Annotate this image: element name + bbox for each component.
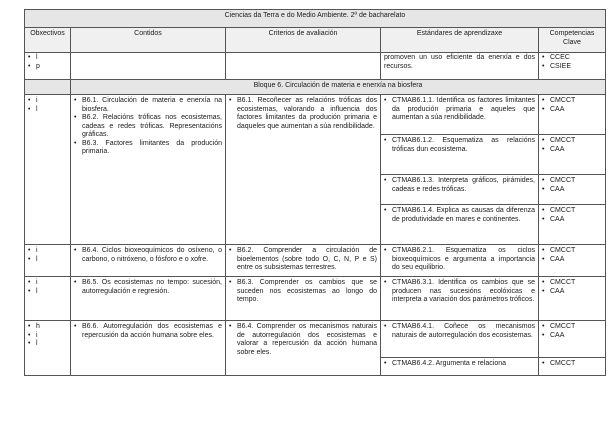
criterion-item: • B6.1. Recoñecer as relacións tróficas dos ecosistemas, valorando a influencia dos factores limitantes da produción primaria e daqueles que aumentan a súa rendibilidade.: [229, 97, 377, 131]
block-spacer: [25, 80, 71, 95]
objective-item: • l: [28, 256, 67, 265]
standards-list: [384, 207, 535, 224]
criterion-item: • B6.3. Comprender os cambios que se suceden nos ecosistemas ao longo do tempo.: [229, 279, 377, 305]
standard-cell: [381, 175, 539, 205]
competence-item: • CAA: [542, 256, 602, 265]
standards-list: [384, 360, 535, 369]
competence-item: • CMCCT: [542, 279, 602, 288]
standard-item: • CTMAB6.3.1. Identifica os cambios que se producen nas sucesións ecolóxicas e interpreta a variación dos parámetros tróficos.: [384, 279, 535, 305]
competence-item: • CMCCT: [542, 323, 602, 332]
standards-list: [384, 279, 535, 305]
competence-item: • CAA: [542, 106, 602, 115]
competences-cell: [539, 245, 606, 277]
criteria-cell: [226, 277, 381, 321]
criteria-list: [229, 323, 377, 357]
standard-cell: [381, 277, 539, 321]
criteria-cell: [226, 245, 381, 277]
standards-list: [384, 137, 535, 154]
standards-list: [384, 323, 535, 340]
standard-cell: [381, 135, 539, 175]
competences-cell: [539, 175, 606, 205]
objective-item: • l: [28, 288, 67, 297]
criteria-list: [229, 97, 377, 131]
standard-item: • CTMAB6.1.2. Esquematiza as relacións tróficas dun ecosistema.: [384, 137, 535, 154]
competences-cell: [539, 277, 606, 321]
standard-item: • CTMAB6.1.1. Identifica os factores limitantes da produción primaria e aqueles que aumentan a súa rendibilidade.: [384, 97, 535, 123]
continued-row: [25, 53, 606, 80]
objectives-cell: [25, 53, 71, 80]
competence-item: • CCEC: [542, 54, 602, 63]
standard-item: • CTMAB6.1.3. Interpreta gráficos, pirámides, cadeas e redes tróficas.: [384, 177, 535, 194]
contents-list: [74, 323, 222, 340]
objective-item: • i: [28, 97, 67, 106]
competences-list: [542, 207, 602, 224]
content-item: • B6.6. Autorregulación dos ecosistemas e repercusión da acción humana sobre eles.: [74, 323, 222, 340]
standard-item: • CTMAB6.1.4. Explica as causas da diferenza de produtividade en mares e continentes.: [384, 207, 535, 224]
header-objectives: Obxectivos: [25, 28, 71, 53]
competences-cell: [539, 135, 606, 175]
objectives-cell: [25, 245, 71, 277]
competence-item: • CSIEE: [542, 63, 602, 72]
standards-list: [384, 247, 535, 273]
competence-item: • CMCCT: [542, 247, 602, 256]
standard-row: [25, 321, 606, 358]
standard-cell: promoven un uso eficiente da enerxía e dos recursos.: [381, 53, 539, 80]
header-standards: Estándares de aprendizaxe: [381, 28, 539, 53]
block-title: Bloque 6. Circulación de materia e enerxía na biosfera: [71, 80, 606, 95]
objectives-cell: [25, 95, 71, 245]
content-item: • B6.4. Ciclos bioxeoquímicos do osíxeno, o carbono, o nitróxeno, o fósforo e o xofre.: [74, 247, 222, 264]
criterion-item: • B6.4. Comprender os mecanismos naturais de autorregulación dos ecosistemas e valorar a repercusión da acción humana sobre eles.: [229, 323, 377, 357]
objectives-list: [28, 323, 67, 349]
competences-list: [542, 323, 602, 340]
objective-item: • h: [28, 323, 67, 332]
competences-list: [542, 177, 602, 194]
competence-item: • CMCCT: [542, 137, 602, 146]
content-item: • B6.5. Os ecosistemas no tempo: sucesión, autorregulación e regresión.: [74, 279, 222, 296]
criteria-cell: [226, 321, 381, 376]
competences-list: [542, 279, 602, 296]
competences-cell: [539, 358, 606, 376]
curriculum-document: [24, 9, 605, 439]
document-title: Ciencias da Terra e do Medio Ambiente. 2º de bacharelato: [25, 10, 606, 28]
competence-item: • CMCCT: [542, 360, 602, 369]
criteria-list: [229, 279, 377, 305]
competence-item: • CAA: [542, 186, 602, 195]
objectives-list: [28, 247, 67, 264]
content-item: • B6.2. Relacións tróficas nos ecosistemas, cadeas e redes tróficas. Representacións gráficas.: [74, 114, 222, 140]
competences-list: [542, 360, 602, 369]
standard-item: • CTMAB6.4.1. Coñece os mecanismos naturais de autorregulación dos ecosistemas.: [384, 323, 535, 340]
objective-item: • i: [28, 279, 67, 288]
competences-list: [542, 97, 602, 114]
standard-row: [25, 277, 606, 321]
criteria-list: [229, 247, 377, 273]
competences-list: [542, 137, 602, 154]
standard-cell: [381, 358, 539, 376]
criterion-item: • B6.2. Comprender a circulación de bioelementos (sobre todo O, C, N, P e S) entre os subsistemas terrestres.: [229, 247, 377, 273]
competences-cell: [539, 205, 606, 245]
competence-item: • CMCCT: [542, 97, 602, 106]
standards-list: [384, 97, 535, 123]
contents-list: [74, 279, 222, 296]
objective-item: • l: [28, 54, 67, 63]
objectives-list: [28, 97, 67, 114]
standard-cell: [381, 205, 539, 245]
competences-cell: [539, 95, 606, 135]
criteria-cell: [226, 53, 381, 80]
header-contents: Contidos: [71, 28, 226, 53]
objectives-list: [28, 279, 67, 296]
objective-item: • p: [28, 63, 67, 72]
objective-item: • i: [28, 332, 67, 341]
standard-item: • CTMAB6.2.1. Esquematiza os ciclos bioxeoquímicos e argumenta a importancia do seu equilibrio.: [384, 247, 535, 273]
standard-cell: [381, 95, 539, 135]
header-criteria: Criterios de avaliación: [226, 28, 381, 53]
standard-cell: [381, 245, 539, 277]
objectives-cell: [25, 277, 71, 321]
competence-item: • CAA: [542, 216, 602, 225]
contents-cell: [71, 277, 226, 321]
contents-cell: [71, 245, 226, 277]
objectives-cell: [25, 321, 71, 376]
competences-cell: [539, 53, 606, 80]
content-item: • B6.3. Factores limitantes da produción primaria.: [74, 140, 222, 157]
standard-cell: [381, 321, 539, 358]
contents-cell: [71, 53, 226, 80]
standard-item: • CTMAB6.4.2. Argumenta e relaciona: [384, 360, 535, 369]
standards-list: [384, 177, 535, 194]
header-competences: Competencias Clave: [539, 28, 606, 53]
objective-item: • i: [28, 247, 67, 256]
contents-list: [74, 247, 222, 264]
competence-item: • CAA: [542, 288, 602, 297]
objective-item: • l: [28, 340, 67, 349]
curriculum-table: [24, 9, 606, 376]
content-item: • B6.1. Circulación de materia e enerxía na biosfera.: [74, 97, 222, 114]
contents-cell: [71, 321, 226, 376]
competence-item: • CMCCT: [542, 177, 602, 186]
competences-cell: [539, 321, 606, 358]
competence-item: • CAA: [542, 332, 602, 341]
standard-row: [25, 95, 606, 135]
competence-item: • CMCCT: [542, 207, 602, 216]
block-row: [25, 80, 606, 95]
contents-list: [74, 97, 222, 157]
competence-item: • CAA: [542, 146, 602, 155]
objective-item: • l: [28, 106, 67, 115]
criteria-cell: [226, 95, 381, 245]
standard-row: [25, 245, 606, 277]
competences-list: [542, 247, 602, 264]
header-row: [25, 28, 606, 53]
title-row: [25, 10, 606, 28]
contents-cell: [71, 95, 226, 245]
